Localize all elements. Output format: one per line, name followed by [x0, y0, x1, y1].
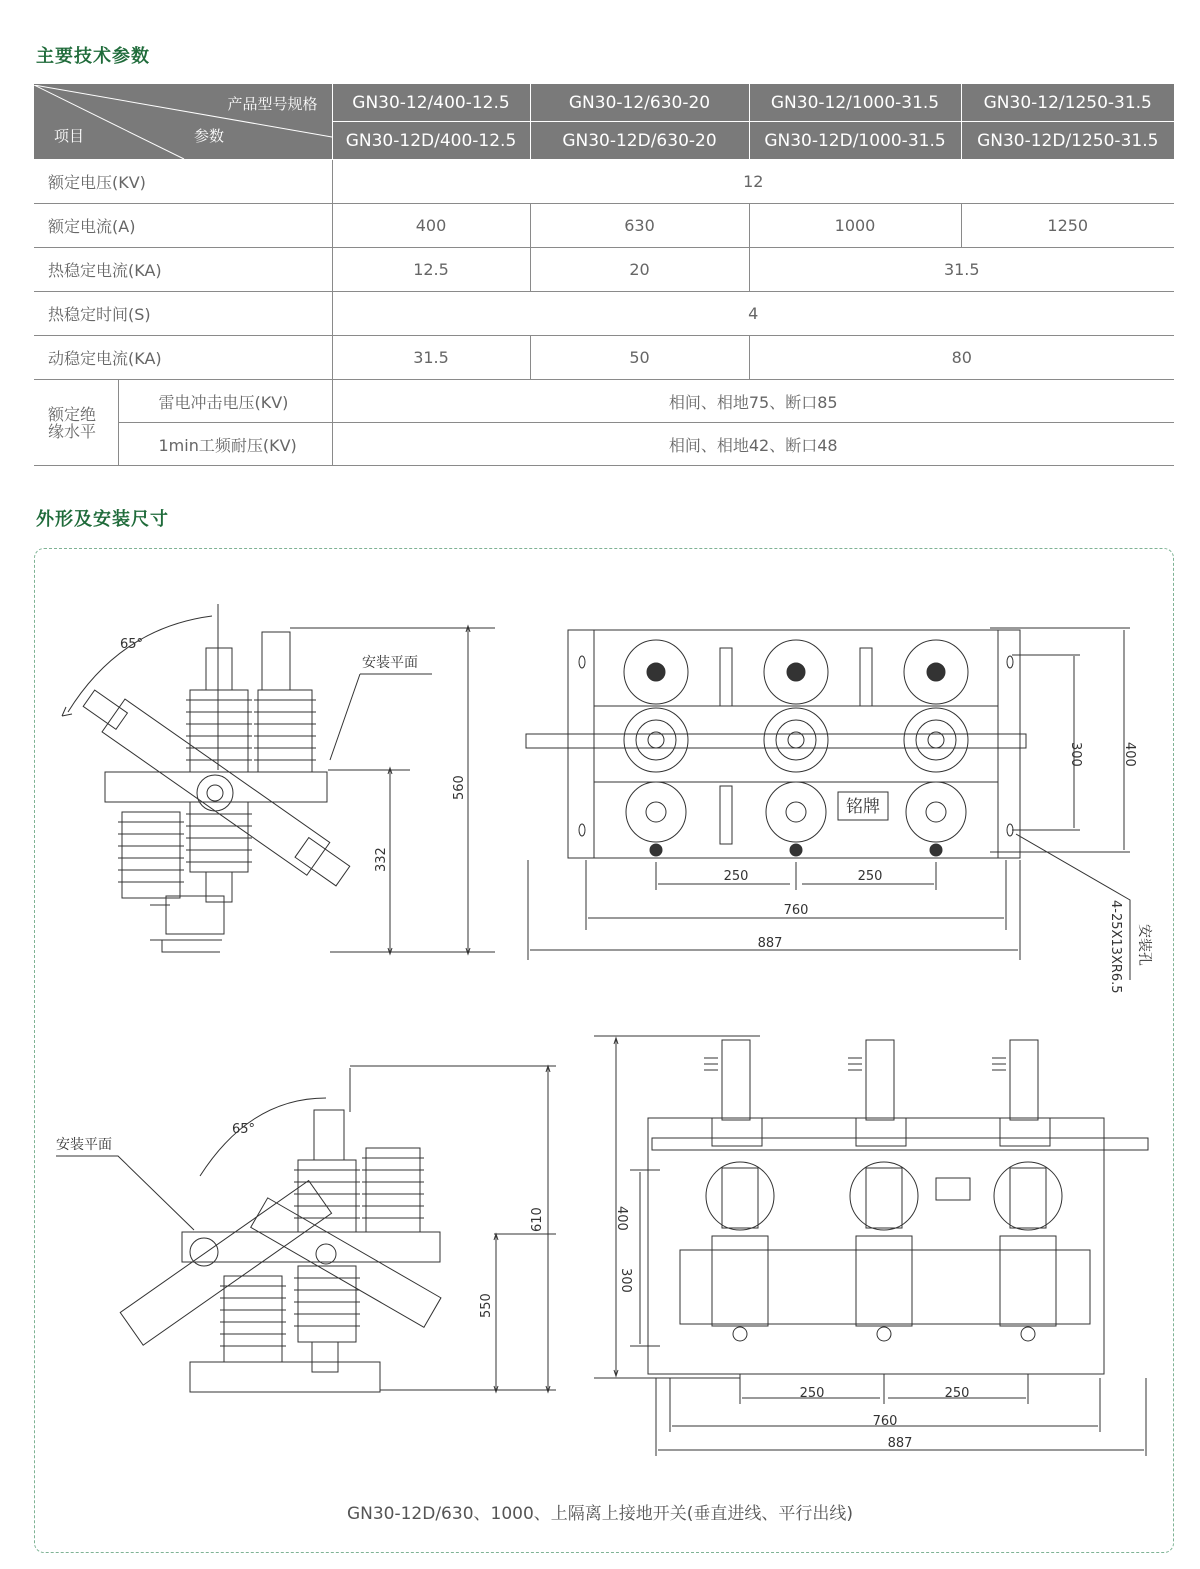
top-front-887: 887: [757, 936, 783, 951]
row-label: 动稳定电流(KA): [34, 336, 332, 380]
row-label: 热稳定电流(KA): [34, 248, 332, 292]
row-value: 4: [332, 292, 1174, 336]
bottom-angle-label: 65°: [232, 1122, 256, 1137]
params-section-title: 主要技术参数: [36, 46, 150, 67]
upper-insulator: [186, 632, 316, 772]
top-dim-560: 560: [452, 775, 467, 800]
row-label: 额定电流(A): [34, 204, 332, 248]
model-d-cell: GN30-12D/630-20: [530, 122, 749, 160]
bottom-mount-plane-label: 安装平面: [56, 1137, 112, 1153]
dims-section-title: 外形及安装尺寸: [36, 509, 169, 530]
mount-holes-label: 安装孔: [1136, 924, 1152, 966]
corner-param-label: 参数: [194, 126, 225, 145]
row-label: 热稳定时间(S): [34, 292, 332, 336]
row-value: 80: [749, 336, 1174, 380]
bottom-lower-insulator: [190, 1266, 380, 1392]
row-value: 31.5: [749, 248, 1174, 292]
top-front-400: 400: [1122, 742, 1137, 767]
row-value: 50: [530, 336, 749, 380]
row-value: 12.5: [332, 248, 530, 292]
model-cell: GN30-12/400-12.5: [332, 84, 530, 122]
bottom-dim-550: 550: [479, 1293, 494, 1318]
insulation-group-text: 额定绝缘水平: [48, 404, 97, 441]
model-cell: GN30-12/1000-31.5: [749, 84, 961, 122]
top-dim-332: 332: [374, 847, 389, 872]
row-value: 31.5: [332, 336, 530, 380]
bottom-front-view: [594, 1036, 1148, 1456]
row-label: 1min工频耐压(KV): [118, 423, 332, 466]
bottom-phase-1: [704, 1040, 774, 1341]
row-value: 20: [530, 248, 749, 292]
model-cell: GN30-12/1250-31.5: [961, 84, 1174, 122]
row-value: 400: [332, 204, 530, 248]
bottom-front-250a: 250: [799, 1386, 825, 1401]
row-value: 630: [530, 204, 749, 248]
top-angle-label: 65°: [120, 637, 144, 652]
bottom-dim-610: 610: [530, 1207, 545, 1232]
bottom-tilted-blade: [120, 1181, 331, 1346]
bottom-front-300: 300: [618, 1268, 633, 1293]
row-label: 额定电压(KV): [34, 160, 332, 204]
nameplate-label: 铭牌: [846, 797, 880, 817]
model-d-cell: GN30-12D/400-12.5: [332, 122, 530, 160]
row-value: 12: [332, 160, 1174, 204]
top-front-250b: 250: [857, 869, 883, 884]
row-label: 雷电冲击电压(KV): [118, 380, 332, 423]
top-mount-plane-label: 安装平面: [362, 655, 418, 671]
top-front-760: 760: [783, 903, 809, 918]
top-side-view: [62, 604, 495, 954]
top-front-250a: 250: [723, 869, 749, 884]
corner-model-label: 产品型号规格: [227, 94, 318, 113]
bottom-phase-2: [848, 1040, 918, 1341]
tilted-blade: [77, 682, 354, 893]
bottom-front-887: 887: [887, 1436, 913, 1451]
lower-insulator: [118, 802, 252, 934]
row-value: 1000: [749, 204, 961, 248]
model-cell: GN30-12/630-20: [530, 84, 749, 122]
top-front-300: 300: [1068, 742, 1083, 767]
bottom-front-400: 400: [614, 1206, 629, 1231]
mount-holes-note: 4-25X13XR6.5: [1108, 900, 1123, 994]
row-value: 相间、相地75、断口85: [332, 380, 1174, 423]
model-d-cell: GN30-12D/1000-31.5: [749, 122, 961, 160]
bottom-side-view: [56, 1066, 556, 1392]
bottom-upper-insulator: [294, 1148, 424, 1232]
bottom-front-250b: 250: [944, 1386, 970, 1401]
row-value: 1250: [961, 204, 1174, 248]
corner-item-label: 项目: [54, 126, 85, 145]
top-front-view: [526, 628, 1153, 994]
bottom-front-760: 760: [872, 1414, 898, 1429]
model-d-cell: GN30-12D/1250-31.5: [961, 122, 1174, 160]
row-value: 相间、相地42、断口48: [332, 423, 1174, 466]
drawing-caption: GN30-12D/630、1000、上隔离上接地开关(垂直进线、平行出线): [346, 1504, 854, 1524]
bottom-phase-3: [992, 1040, 1062, 1341]
